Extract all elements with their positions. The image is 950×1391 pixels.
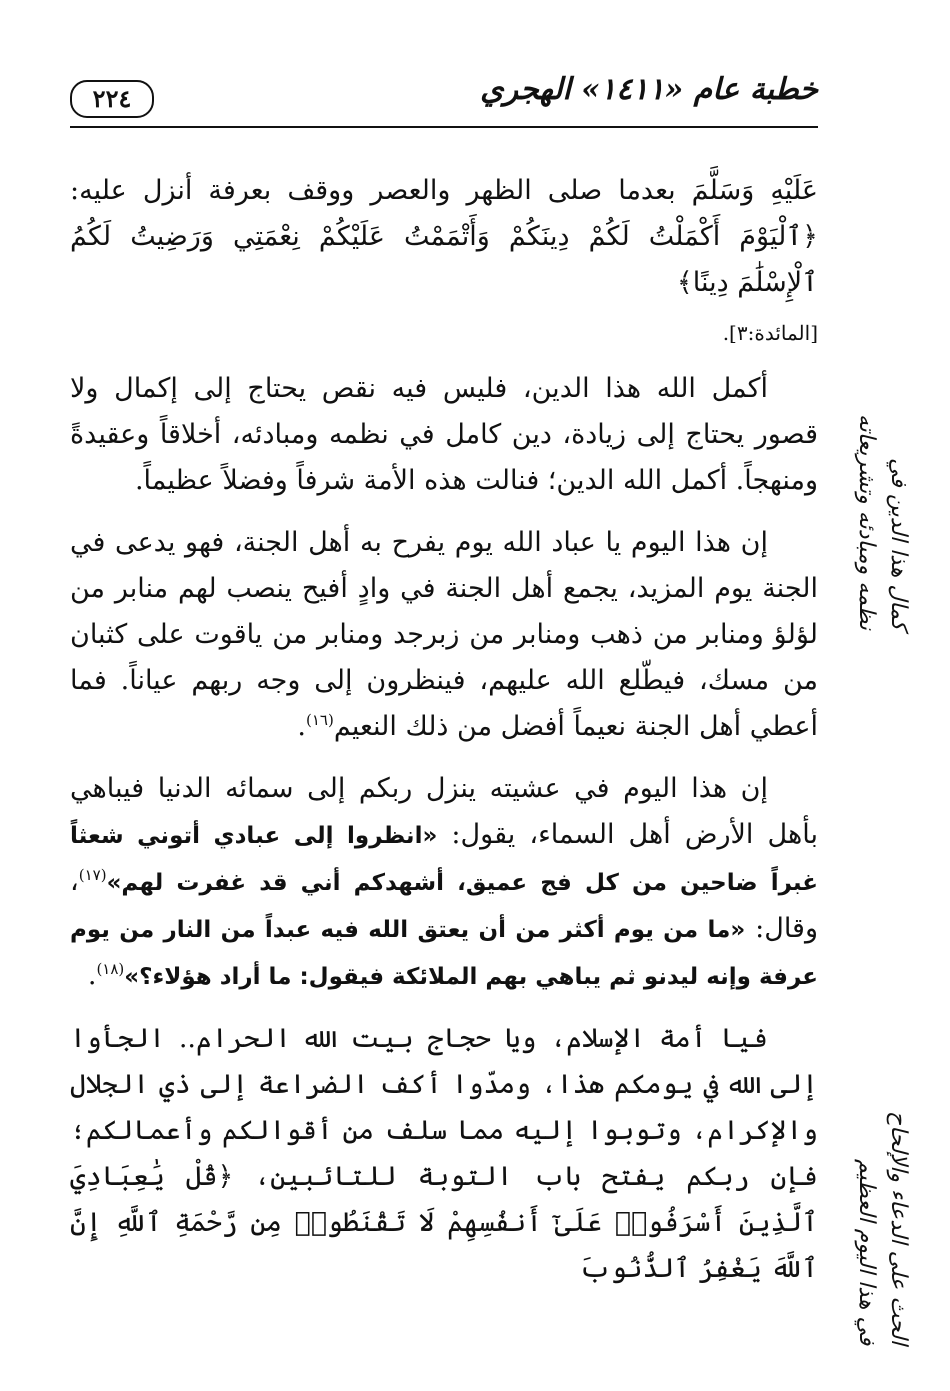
- paragraph-3-text: إن هذا اليوم يا عباد الله يوم يفرح به أهل الجنة، فهو يدعى في الجنة يوم المزيد، يجمع أهل الجنة في وادٍ أفيح ينصب لهم منابر من لؤلؤ ومنابر من ذهب ومنابر من زبرجد ومنابر من ياقوت على كثبان من مسك، فيطّلع الله عليهم، فينظرون إلى وجه ربهم عياناً. فما أعطي أهل الجنة نعيماً أفضل من ذلك النعيم: [70, 527, 818, 742]
- paragraph-4-intro: إن هذا اليوم في عشيته ينزل ربكم إلى سمائه الدنيا فيباهي بأهل الأرض أهل السماء، يقول:: [70, 773, 818, 850]
- running-title: خطبة عام «١٤١١» الهجري: [480, 72, 818, 107]
- margin-note-2-line-1: الحث على الدعاء والإلحاح: [886, 1111, 911, 1345]
- paragraph-2: أكمل الله هذا الدين، فليس فيه نقص يحتاج إلى إكمال ولا قصور يحتاج إلى زيادة، دين كامل في نظمه ومبادئه، أخلاقاً وعقيدةً ومنهجاً. أكمل الله الدين؛ فنالت هذه الأمة شرفاً وفضلاً عظيماً.: [70, 373, 818, 496]
- paragraph-1: [70, 168, 818, 306]
- margin-note-2-line-2: في هذا اليوم العظيم: [854, 1158, 879, 1345]
- header-rule: [70, 126, 818, 128]
- paragraph-3: [70, 520, 818, 750]
- quran-verse: عَلَيْهِ وَسَلَّمَ بعدما صلى الظهر والعصر ووقف بعرفة أنزل عليه: ﴿ٱلْيَوْمَ أَكْمَلْتُ لَكُمْ دِينَكُمْ وَأَتْمَمْتُ عَلَيْكُمْ نِعْمَتِي وَرَضِيتُ لَكُمُ ٱلْإِسْلَٰمَ دِينًا﴾: [70, 175, 818, 298]
- verse-reference: [المائدة:٣].: [722, 321, 818, 345]
- margin-note-2: [850, 1085, 914, 1345]
- paragraph-5: فيا أمة الإسلام، ويا حجاج بيت الله الحرام.. الجأوا إلى الله في يومكم هذا، ومدّوا أكف الضراعة إلى ذي الجلال والإكرام، وتوبوا إليه مما سلف من أقوالكم وأعمالكم؛ فإن ربكم يفتح باب التوبة للتائبين، ﴿قُلْ يَٰعِبَادِيَ ٱلَّذِينَ أَسْرَفُوا۟ عَلَىٰٓ أَنفُسِهِمْ لَا تَقْنَطُوا۟ مِن رَّحْمَةِ ٱللَّهِ إِنَّ ٱللَّهَ يَغْفِرُ ٱلذُّنُوبَ: [70, 1023, 818, 1284]
- margin-note-1-line-2: نظمه ومبادئه وتشريعاته: [854, 413, 879, 630]
- footnote-16: (١٦): [306, 711, 334, 729]
- margin-note-1: [850, 370, 914, 630]
- paragraph-4: [70, 766, 818, 1000]
- footnote-18: (١٨): [96, 960, 125, 978]
- hadith-2: «ما من يوم أكثر من أن يعتق الله فيه عبداً من النار من يوم عرفة وإنه ليدنو ثم يباهي بهم الملائكة فيقول: ما أراد هؤلاء؟»: [70, 917, 818, 990]
- footnote-17: (١٧): [78, 866, 107, 884]
- page-number: ٢٢٤: [70, 80, 154, 118]
- paragraph-4-mid: ، وقال:: [70, 866, 818, 944]
- hadith-1: «انظروا إلى عبادي أتوني شعثاً غبراً ضاحين من كل فج عميق، أشهدكم أني قد غفرت لهم»: [70, 823, 818, 896]
- margin-note-1-line-1: كمال هذا الدين في: [886, 457, 911, 630]
- page-header: [70, 66, 818, 126]
- paragraph-4-end: .: [87, 960, 97, 991]
- main-text: [70, 168, 818, 1308]
- paragraph-3-end: .: [297, 711, 306, 742]
